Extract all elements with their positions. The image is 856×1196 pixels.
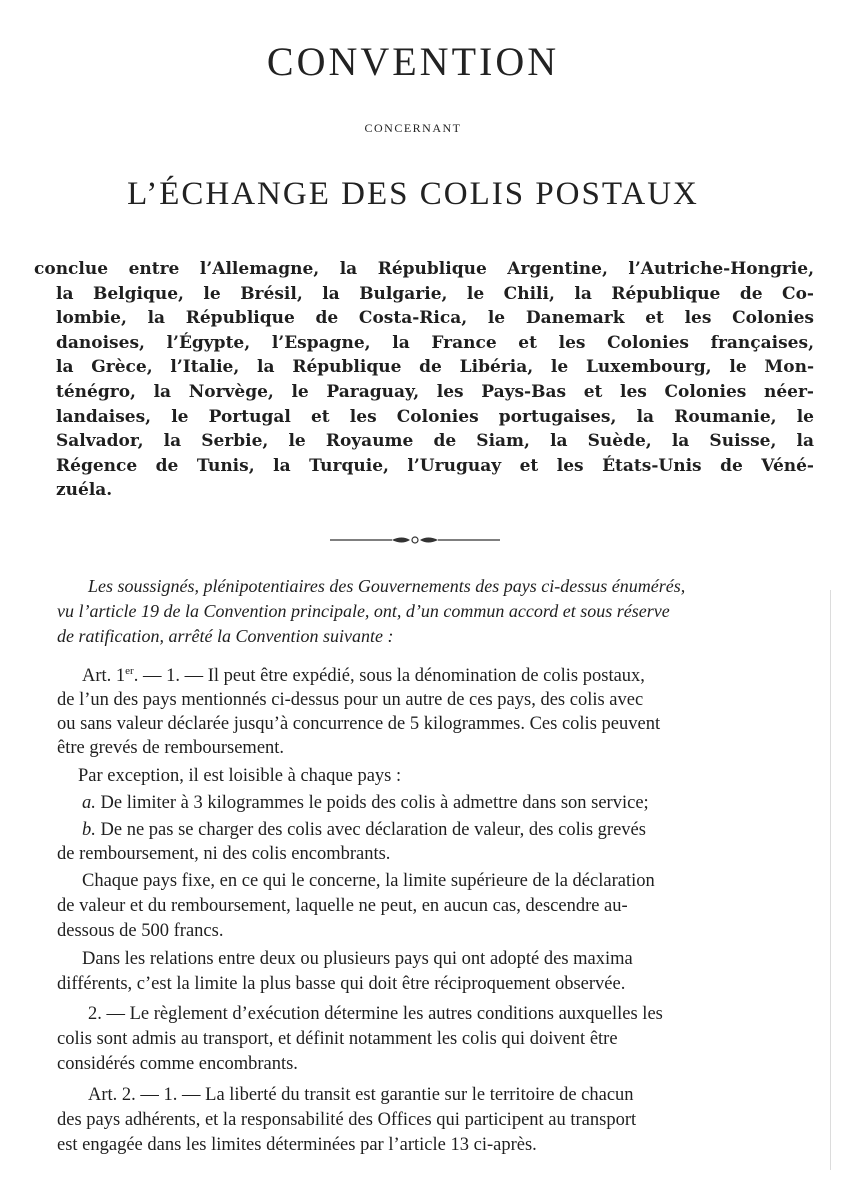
item-b	[82, 820, 646, 841]
parties-line: lombie, la République de Costa-Rica, le Danemark et les Colonies	[56, 308, 814, 329]
exception-line: Par exception, il est loisible à chaque pays :	[78, 766, 402, 786]
para2-line: 2. — Le règlement d’exécution détermine les autres conditions auxquelles les	[88, 1004, 663, 1024]
parties-line: zuéla.	[56, 480, 113, 501]
parties-line: la Belgique, le Brésil, la Bulgarie, le Chili, la République de Co-	[56, 283, 814, 304]
scan-edge-shadow	[830, 590, 831, 1170]
article2-line: est engagée dans les limites déterminées par l’article 13 ci-après.	[57, 1135, 537, 1155]
divider-ornament	[330, 533, 500, 547]
parties-paragraph	[34, 257, 814, 503]
para2-line: colis sont admis au transport, et définit notamment les colis qui doivent être	[57, 1029, 618, 1049]
para-fixe-line: dessous de 500 francs.	[57, 921, 224, 941]
article1-first-line	[82, 665, 645, 687]
para-relations-line: Dans les relations entre deux ou plusieurs pays qui ont adopté des maxima	[82, 949, 633, 969]
item-a	[82, 793, 649, 814]
item-a-marker: a.	[82, 793, 96, 813]
article1-sup: er	[125, 665, 134, 677]
parties-line: Salvador, la Serbie, le Royaume de Siam, la Suède, la Suisse, la	[56, 431, 814, 452]
item-a-text: De limiter à 3 kilogrammes le poids des colis à admettre dans son service;	[100, 793, 649, 813]
parties-line: danoises, l’Égypte, l’Espagne, la France et les Colonies françaises,	[56, 332, 814, 353]
parties-line: la Grèce, l’Italie, la République de Libéria, le Luxembourg, le Mon-	[56, 357, 814, 378]
article1-para1-first: . — 1. — Il peut être expédié, sous la dénomination de colis postaux,	[133, 666, 645, 687]
para-fixe-line: de valeur et du remboursement, laquelle ne peut, en aucun cas, descendre au-	[57, 896, 628, 916]
parties-line: Régence de Tunis, la Turquie, l’Uruguay et les États-Unis de Véné-	[56, 455, 814, 476]
para-fixe-line: Chaque pays fixe, en ce qui le concerne, la limite supérieure de la déclaration	[82, 871, 655, 891]
parties-line: conclue entre l’Allemagne, la République Argentine, l’Autriche-Hongrie,	[34, 259, 814, 279]
para2-line: considérés comme encombrants.	[57, 1054, 298, 1074]
preamble-line: vu l’article 19 de la Convention principale, ont, d’un commun accord et sous réserve	[57, 601, 670, 621]
document-subtitle: CONCERNANT	[364, 121, 462, 135]
document-title: CONVENTION	[266, 39, 560, 84]
preamble-line: Les soussignés, plénipotentiaires des Gouvernements des pays ci-dessus énumérés,	[88, 576, 686, 596]
para-relations-line: différents, c’est la limite la plus basse qui doit être réciproquement observée.	[57, 974, 626, 994]
preamble-line: de ratification, arrêté la Convention suivante :	[57, 626, 394, 646]
item-b-continuation: de remboursement, ni des colis encombrants.	[57, 844, 391, 864]
article1-label: Art. 1	[82, 666, 126, 687]
article1-line: de l’un des pays mentionnés ci-dessus pour un autre de ces pays, des colis avec	[57, 690, 644, 710]
item-b-marker: b.	[82, 820, 96, 840]
article1-line: ou sans valeur déclarée jusqu’à concurrence de 5 kilogrammes. Ces colis peuvent	[57, 714, 661, 734]
document-main-title: L’ÉCHANGE DES COLIS POSTAUX	[127, 176, 699, 212]
parties-line: ténégro, la Norvège, le Paraguay, les Pays-Bas et les Colonies néer-	[56, 381, 814, 402]
parties-line: landaises, le Portugal et les Colonies portugaises, la Roumanie, le	[56, 406, 814, 427]
article2-line: Art. 2. — 1. — La liberté du transit est garantie sur le territoire de chacun	[88, 1085, 634, 1105]
article1-line: être grevés de remboursement.	[57, 738, 285, 758]
item-b-text: De ne pas se charger des colis avec déclaration de valeur, des colis grevés	[100, 820, 646, 840]
article2-line: des pays adhérents, et la responsabilité des Offices qui participent au transport	[57, 1110, 637, 1130]
